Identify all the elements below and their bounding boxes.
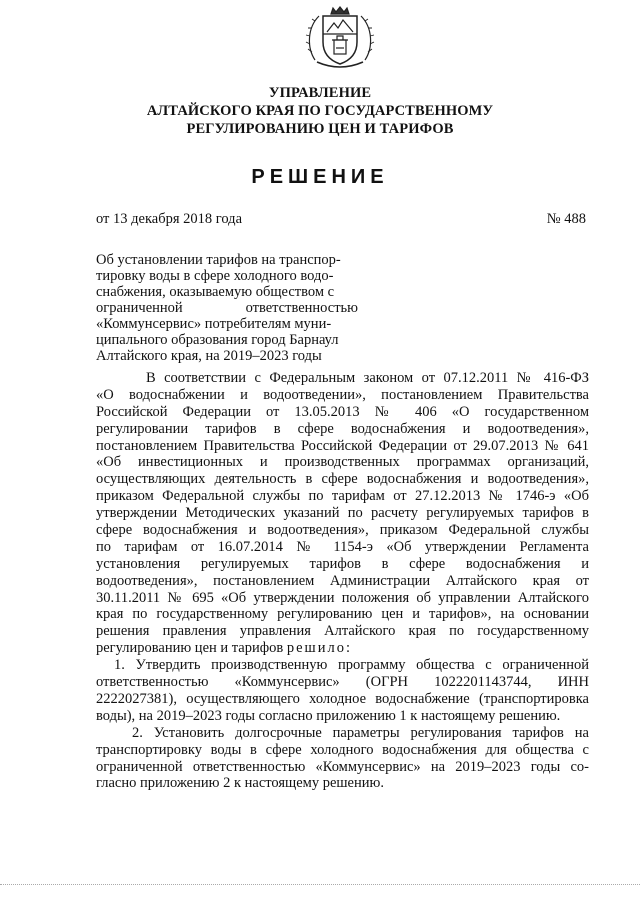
subject-line: ограниченной ответственностью [96, 300, 358, 316]
body-line: сфере водоснабжения и водоотведения», приказом Федеральной службы [96, 522, 589, 539]
document-date: от 13 декабря 2018 года [96, 211, 242, 227]
subject-line: тировку воды в сфере холодного водо- [96, 268, 334, 284]
body-line: регулированию цен и тарифов [96, 640, 284, 657]
body-line: осуществляющих деятельность в сфере водоснабжения и водоотведения», [96, 471, 589, 488]
body-line: решения правления управления Алтайского края по государственному [96, 623, 589, 640]
document-subject [96, 252, 358, 364]
page-bottom-divider [0, 884, 640, 885]
subject-line: Об установлении тарифов на транспор- [96, 252, 341, 268]
item-2-line: ограниченной ответственностью «Коммунсервис» на 2019–2023 годы со- [96, 758, 589, 775]
subject-line: Алтайского края, на 2019–2023 годы [96, 348, 322, 364]
item-1-line: 1. Утвердить производственную программу общества с ограниченной [114, 657, 589, 674]
body-line: «О водоснабжении и водоотведении», постановлением Правительства [96, 386, 589, 403]
body-line: установления регулируемых тарифов в сфере водоснабжения и [96, 555, 589, 572]
body-line: водоотведения», постановлением Администрации Алтайского края от [96, 572, 589, 589]
body-line: «Об инвестиционных и производственных программах организаций, [96, 454, 589, 471]
org-line-2: АЛТАЙСКОГО КРАЯ ПО ГОСУДАРСТВЕННОМУ [146, 103, 494, 119]
body-line: регулировании тарифов в сфере водоснабжения и водоотведения», [96, 420, 589, 437]
document-type-title: РЕШЕНИЕ [251, 166, 389, 188]
organization-name [0, 84, 640, 138]
body-line: постановлением Правительства Российской Федерации от 29.07.2013 № 641 [96, 437, 589, 454]
body-line-last [96, 640, 589, 657]
body-line: края по государственному регулированию цен и тарифов», на основании [96, 606, 589, 623]
body-line: приказом Федеральной службы по тарифам от 27.12.2013 № 1746-э «Об [96, 488, 589, 505]
org-line-1: УПРАВЛЕНИЕ [268, 85, 372, 101]
subject-line: снабжения, оказываемую обществом с [96, 284, 335, 300]
body-line: по тарифам от 16.07.2014 № 1154-э «Об утверждении Регламента [96, 538, 589, 555]
body-line: Российской Федерации от 13.05.2013 № 406 «О государственном [96, 403, 589, 420]
item-2-line: гласно приложению 2 к настоящему решению. [96, 775, 384, 792]
coat-of-arms-emblem [303, 4, 377, 78]
item-2-line: транспортировку воды в сфере холодного водоснабжения для общества с [96, 741, 589, 758]
document-number: № 488 [546, 211, 586, 227]
body-line: утверждении Методических указаний по расчету регулируемых тарифов в [96, 505, 589, 522]
item-2-line: 2. Установить долгосрочные параметры регулирования тарифов на [132, 724, 589, 741]
resolved-word: решило: [286, 640, 352, 657]
item-1-line: 2222027381), осуществляющего холодное водоснабжение (транспортировка [96, 690, 589, 707]
item-1-line: воды), на 2019–2023 годы согласно приложению 1 к настоящему решению. [96, 707, 561, 724]
subject-line: «Коммунсервис» потребителям муни- [96, 316, 332, 332]
item-1-line: ответственностью «Коммунсервис» (ОГРН 1022201143744, ИНН [96, 674, 589, 691]
body-line: 30.11.2011 № 695 «Об утверждении положения об управлении Алтайского [96, 589, 589, 606]
body-line: В соответствии с Федеральным законом от 07.12.2011 № 416-ФЗ [146, 370, 589, 386]
subject-line: ципального образования город Барнаул [96, 332, 339, 348]
org-line-3: РЕГУЛИРОВАНИЮ ЦЕН И ТАРИФОВ [186, 121, 454, 137]
document-body [96, 370, 589, 792]
